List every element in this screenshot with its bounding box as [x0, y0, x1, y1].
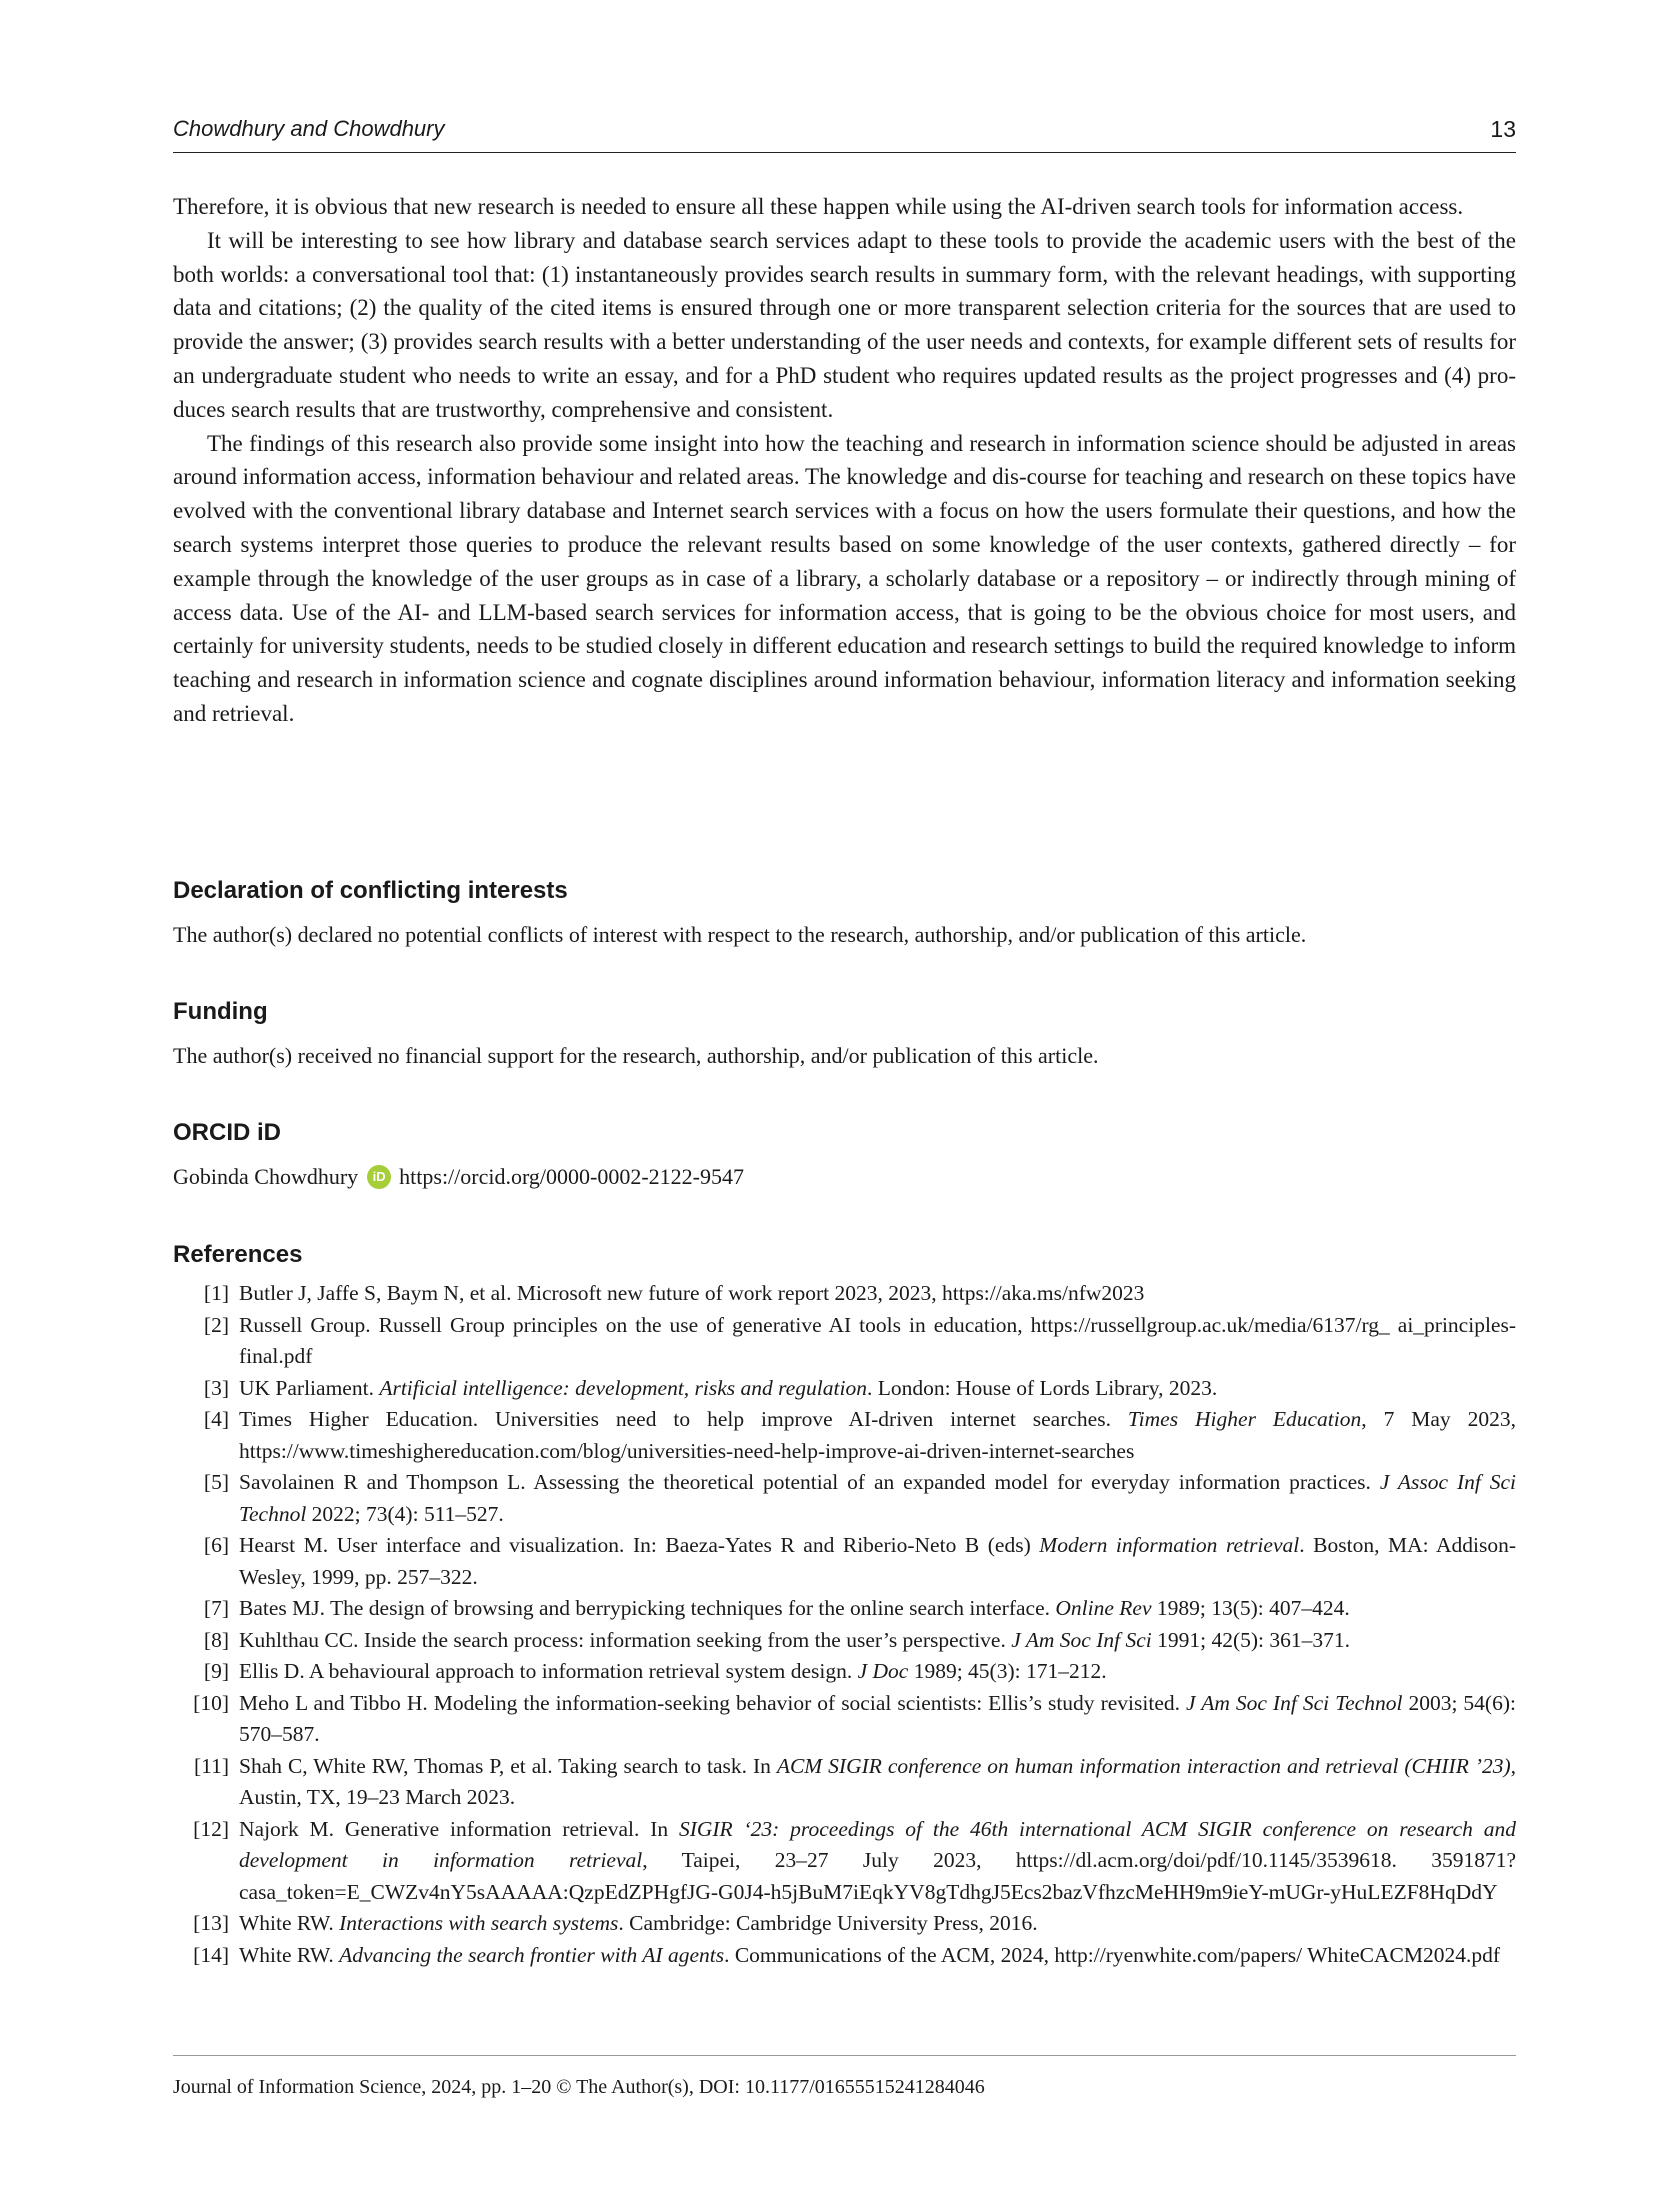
declaration-section	[173, 876, 1516, 950]
reference-number: [8]	[203, 1627, 229, 1652]
reference-item	[173, 1940, 1516, 1972]
reference-text: Russell Group. Russell Group principles on the use of generative AI tools in education, https://russellgroup.ac.uk/media/6137/rg_ ai_principles-final.pdf	[239, 1312, 1516, 1368]
orcid-line	[173, 1162, 1516, 1192]
orcid-author-name: Gobinda Chowdhury	[173, 1164, 359, 1189]
reference-item	[173, 1625, 1516, 1657]
reference-number: [6]	[203, 1533, 229, 1557]
reference-number: [12]	[193, 1816, 229, 1841]
reference-text: Ellis D. A behavioural approach to information retrieval system design. J Doc 1989; 45(3): 171–212.	[239, 1659, 1107, 1683]
funding-heading: Funding	[173, 998, 268, 1025]
declaration-heading: Declaration of conflicting interests	[173, 877, 568, 904]
reference-number: [4]	[203, 1407, 229, 1431]
reference-text: UK Parliament. Artificial intelligence: development, risks and regulation. London: House of Lords Library, 2023.	[239, 1375, 1218, 1400]
reference-item	[173, 1310, 1516, 1373]
reference-text: Hearst M. User interface and visualization. In: Baeza-Yates R and Riberio-Neto B (eds) Modern information retrieval. Boston, MA: Addison-Wesley, 1999, pp. 257–322.	[239, 1533, 1516, 1589]
body-paragraph: The findings of this research also provide some insight into how the teaching and research in information science should be adjusted in areas around information access, information behaviour and related areas. The knowledge and dis-course for teaching and research on these topics have evolved with the conventional library database and Internet search services with a focus on how the users formulate their questions, and how the search systems interpret those queries to produce the relevant results based on some knowledge of the user contexts, gathered directly – for example through the knowledge of the user groups as in case of a library, a scholarly database or a repository – or indirectly through mining of access data. Use of the AI- and LLM-based search services for information access, that is going to be the obvious choice for most users, and certainly for university students, needs to be studied closely in different education and research settings to build the required knowledge to inform teaching and research in information science and cognate disciplines around information behaviour, information literacy and information seeking and retrieval.	[173, 430, 1516, 726]
reference-text: White RW. Interactions with search systems. Cambridge: Cambridge University Press, 2016.	[239, 1911, 1038, 1935]
reference-number: [7]	[203, 1596, 229, 1620]
orcid-icon[interactable]: iD	[367, 1165, 391, 1189]
reference-item	[173, 1656, 1516, 1688]
reference-item	[173, 1404, 1516, 1467]
reference-list	[173, 1278, 1516, 1971]
reference-item	[173, 1530, 1516, 1593]
orcid-link[interactable]: https://orcid.org/0000-0002-2122-9547	[399, 1164, 745, 1189]
footer-citation: Journal of Information Science, 2024, pp. 1–20 © The Author(s), DOI: 10.1177/01655515241284046	[173, 2076, 985, 2098]
page-footer	[173, 2055, 1516, 2100]
reference-number: [9]	[203, 1659, 229, 1683]
page-number: 13	[1490, 116, 1516, 142]
reference-number: [3]	[203, 1375, 229, 1400]
funding-text: The author(s) received no financial support for the research, authorship, and/or publication of this article.	[173, 1043, 1099, 1068]
reference-item	[173, 1278, 1516, 1310]
reference-item	[173, 1688, 1516, 1751]
declaration-text: The author(s) declared no potential conflicts of interest with respect to the research, authorship, and/or publication of this article.	[173, 922, 1307, 947]
body-paragraph: It will be interesting to see how library and database search services adapt to these tools to provide the academic users with the best of the both worlds: a conversational tool that: (1) instantaneously provides search results in summary form, with the relevant headings, with supporting data and citations; (2) the quality of the cited items is ensured through one or more transparent selection criteria for the sources that are used to provide the answer; (3) provides search results with a better understanding of the user needs and contexts, for example different sets of results for an undergraduate student who needs to write an essay, and for a PhD student who requires updated results as the project progresses and (4) pro-duces search results that are trustworthy, comprehensive and consistent.	[173, 227, 1516, 422]
funding-section	[173, 997, 1516, 1071]
reference-text: White RW. Advancing the search frontier with AI agents. Communications of the ACM, 2024, http://ryenwhite.com/papers/ WhiteCACM2024.pdf	[239, 1942, 1501, 1967]
reference-text: Butler J, Jaffe S, Baym N, et al. Microsoft new future of work report 2023, 2023, https://aka.ms/nfw2023	[239, 1281, 1145, 1305]
reference-text: Times Higher Education. Universities need to help improve AI-driven internet searches. Times Higher Education, 7 May 2023, https://www.timeshighereducation.com/blog/universities-need-help-improve-ai-driven-internet-searches	[239, 1407, 1516, 1463]
references-heading: References	[173, 1241, 303, 1268]
reference-number: [14]	[193, 1942, 229, 1967]
reference-number: [1]	[203, 1281, 229, 1305]
body-paragraph: Therefore, it is obvious that new research is needed to ensure all these happen while using the AI-driven search tools for information access.	[173, 194, 1464, 219]
reference-number: [5]	[203, 1470, 229, 1494]
body-text	[173, 190, 1516, 731]
reference-text: Meho L and Tibbo H. Modeling the information-seeking behavior of social scientists: Ellis’s study revisited. J Am Soc Inf Sci Technol 2003; 54(6): 570–587.	[239, 1690, 1516, 1746]
reference-text: Savolainen R and Thompson L. Assessing the theoretical potential of an expanded model for everyday information practices. J Assoc Inf Sci Technol 2022; 73(4): 511–527.	[239, 1470, 1516, 1526]
reference-text: Bates MJ. The design of browsing and berrypicking techniques for the online search interface. Online Rev 1989; 13(5): 407–424.	[239, 1596, 1350, 1620]
orcid-heading: ORCID iD	[173, 1119, 281, 1146]
reference-item	[173, 1751, 1516, 1814]
page-header	[173, 112, 1516, 153]
reference-item	[173, 1467, 1516, 1530]
references-section	[173, 1240, 1516, 1971]
reference-item	[173, 1908, 1516, 1940]
reference-item	[173, 1373, 1516, 1405]
orcid-section	[173, 1118, 1516, 1192]
running-head: Chowdhury and Chowdhury	[173, 116, 445, 141]
reference-item	[173, 1814, 1516, 1909]
reference-number: [10]	[193, 1690, 229, 1715]
reference-number: [13]	[193, 1911, 229, 1935]
reference-text: Shah C, White RW, Thomas P, et al. Taking search to task. In ACM SIGIR conference on human information interaction and retrieval (CHIIR ’23), Austin, TX, 19–23 March 2023.	[239, 1753, 1516, 1809]
reference-number: [2]	[203, 1312, 229, 1337]
reference-text: Najork M. Generative information retrieval. In SIGIR ‘23: proceedings of the 46th international ACM SIGIR conference on research and development in information retrieval, Taipei, 23–27 July 2023, https://dl.acm.org/doi/pdf/10.1145/3539618. 3591871?casa_token=E_CWZv4nY5sAAAAA:QzpEdZPHgfJG-G0J4-h5jBuM7iEqkYV8gTdhgJ5Ecs2bazVfhzcMeHH9m9ieY-mUGr-yHuLEZF8HqDdY	[239, 1816, 1516, 1904]
reference-text: Kuhlthau CC. Inside the search process: information seeking from the user’s perspective. J Am Soc Inf Sci 1991; 42(5): 361–371.	[239, 1627, 1351, 1652]
reference-item	[173, 1593, 1516, 1625]
reference-number: [11]	[193, 1753, 229, 1778]
